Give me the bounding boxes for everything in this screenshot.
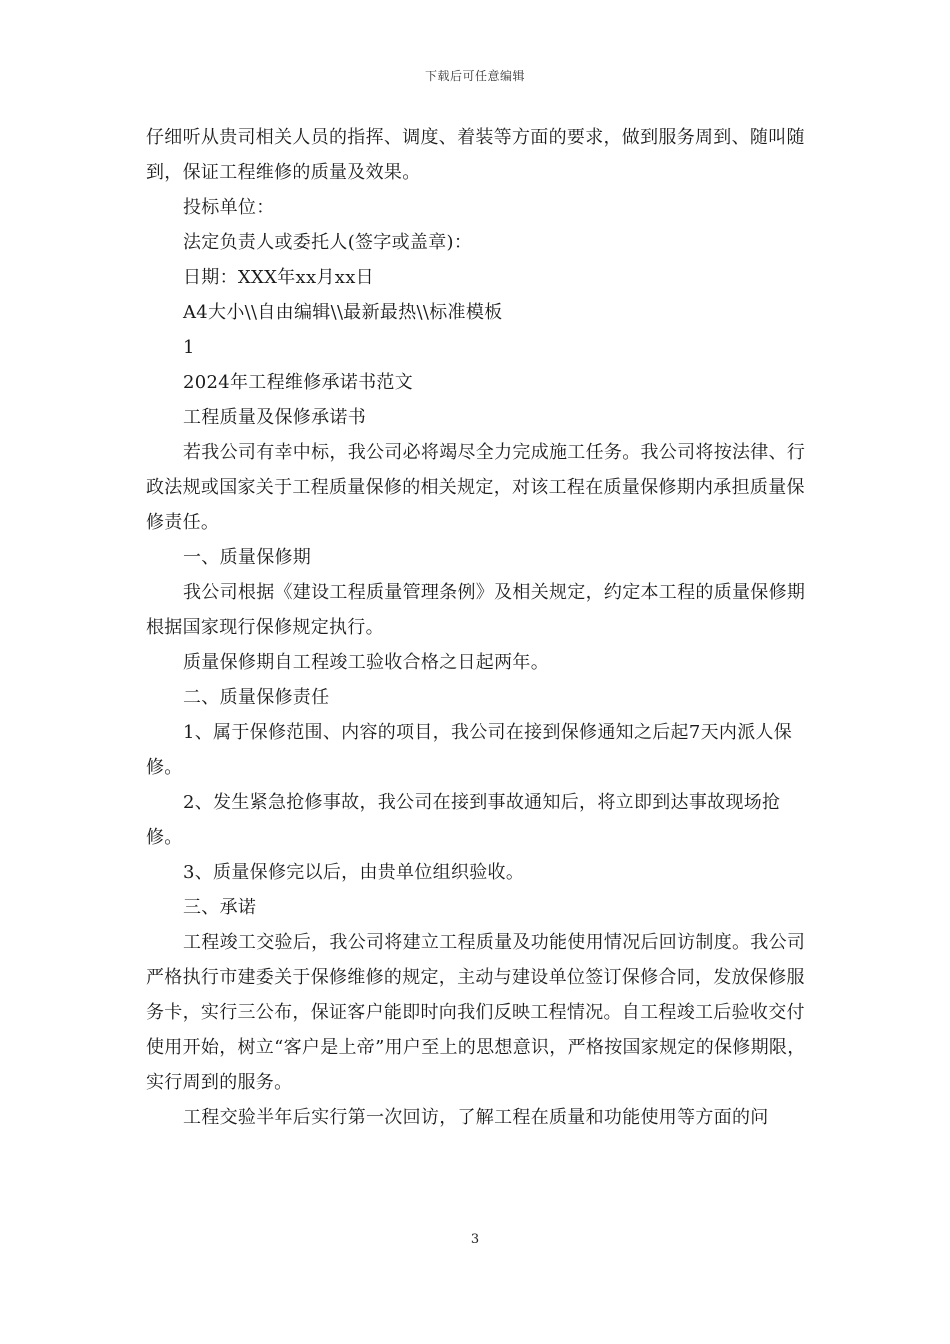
list-item: 1、属于保修范围、内容的项目，我公司在接到保修通知之后起7天内派人保修。 <box>146 722 793 778</box>
section-heading: 一、质量保修期 <box>183 547 312 568</box>
paragraph: A4大小\\自由编辑\\最新最热\\标准模板 <box>183 302 503 323</box>
paragraph: 工程竣工交验后，我公司将建立工程质量及功能使用情况后回访制度。我公司严格执行市建委关于保修维修的规定，主动与建设单位签订保修合同，发放保修服务卡，实行三公布，保证客户能即时向我们反映工程情况。自工程竣工后验收交付使用开始，树立“客户是上帝”用户至上的思想意识，严格按国家规定的保修期限，实行周到的服务。 <box>146 932 806 1093</box>
paragraph: 仔细听从贵司相关人员的指挥、调度、着装等方面的要求，做到服务周到、随叫随到，保证工程维修的质量及效果。 <box>146 127 805 183</box>
section-title: 工程质量及保修承诺书 <box>183 407 366 428</box>
list-item: 2、发生紧急抢修事故，我公司在接到事故通知后，将立即到达事故现场抢修。 <box>146 792 781 848</box>
paragraph: 若我公司有幸中标，我公司必将竭尽全力完成施工任务。我公司将按法律、行政法规或国家关于工程质量保修的相关规定，对该工程在质量保修期内承担质量保修责任。 <box>146 442 806 533</box>
paragraph: 法定负责人或委托人(签字或盖章)： <box>183 232 473 253</box>
page-number: 3 <box>470 1232 480 1247</box>
paragraph: 工程交验半年后实行第一次回访，了解工程在质量和功能使用等方面的问 <box>183 1107 769 1128</box>
paragraph: 日期：XXX年xx月xx日 <box>183 267 374 288</box>
section-heading: 二、质量保修责任 <box>183 687 330 708</box>
paragraph: 投标单位： <box>183 197 275 218</box>
paragraph: 质量保修期自工程竣工验收合格之日起两年。 <box>183 652 549 673</box>
document-body <box>146 120 806 1135</box>
paragraph: 我公司根据《建设工程质量管理条例》及相关规定，约定本工程的质量保修期根据国家现行保修规定执行。 <box>146 582 806 638</box>
document-title: 2024年工程维修承诺书范文 <box>183 372 414 393</box>
section-heading: 三、承诺 <box>183 897 257 918</box>
list-item: 3、质量保修完以后，由贵单位组织验收。 <box>183 862 525 883</box>
page-header: 下载后可任意编辑 <box>424 69 525 83</box>
paragraph: 1 <box>183 337 195 358</box>
